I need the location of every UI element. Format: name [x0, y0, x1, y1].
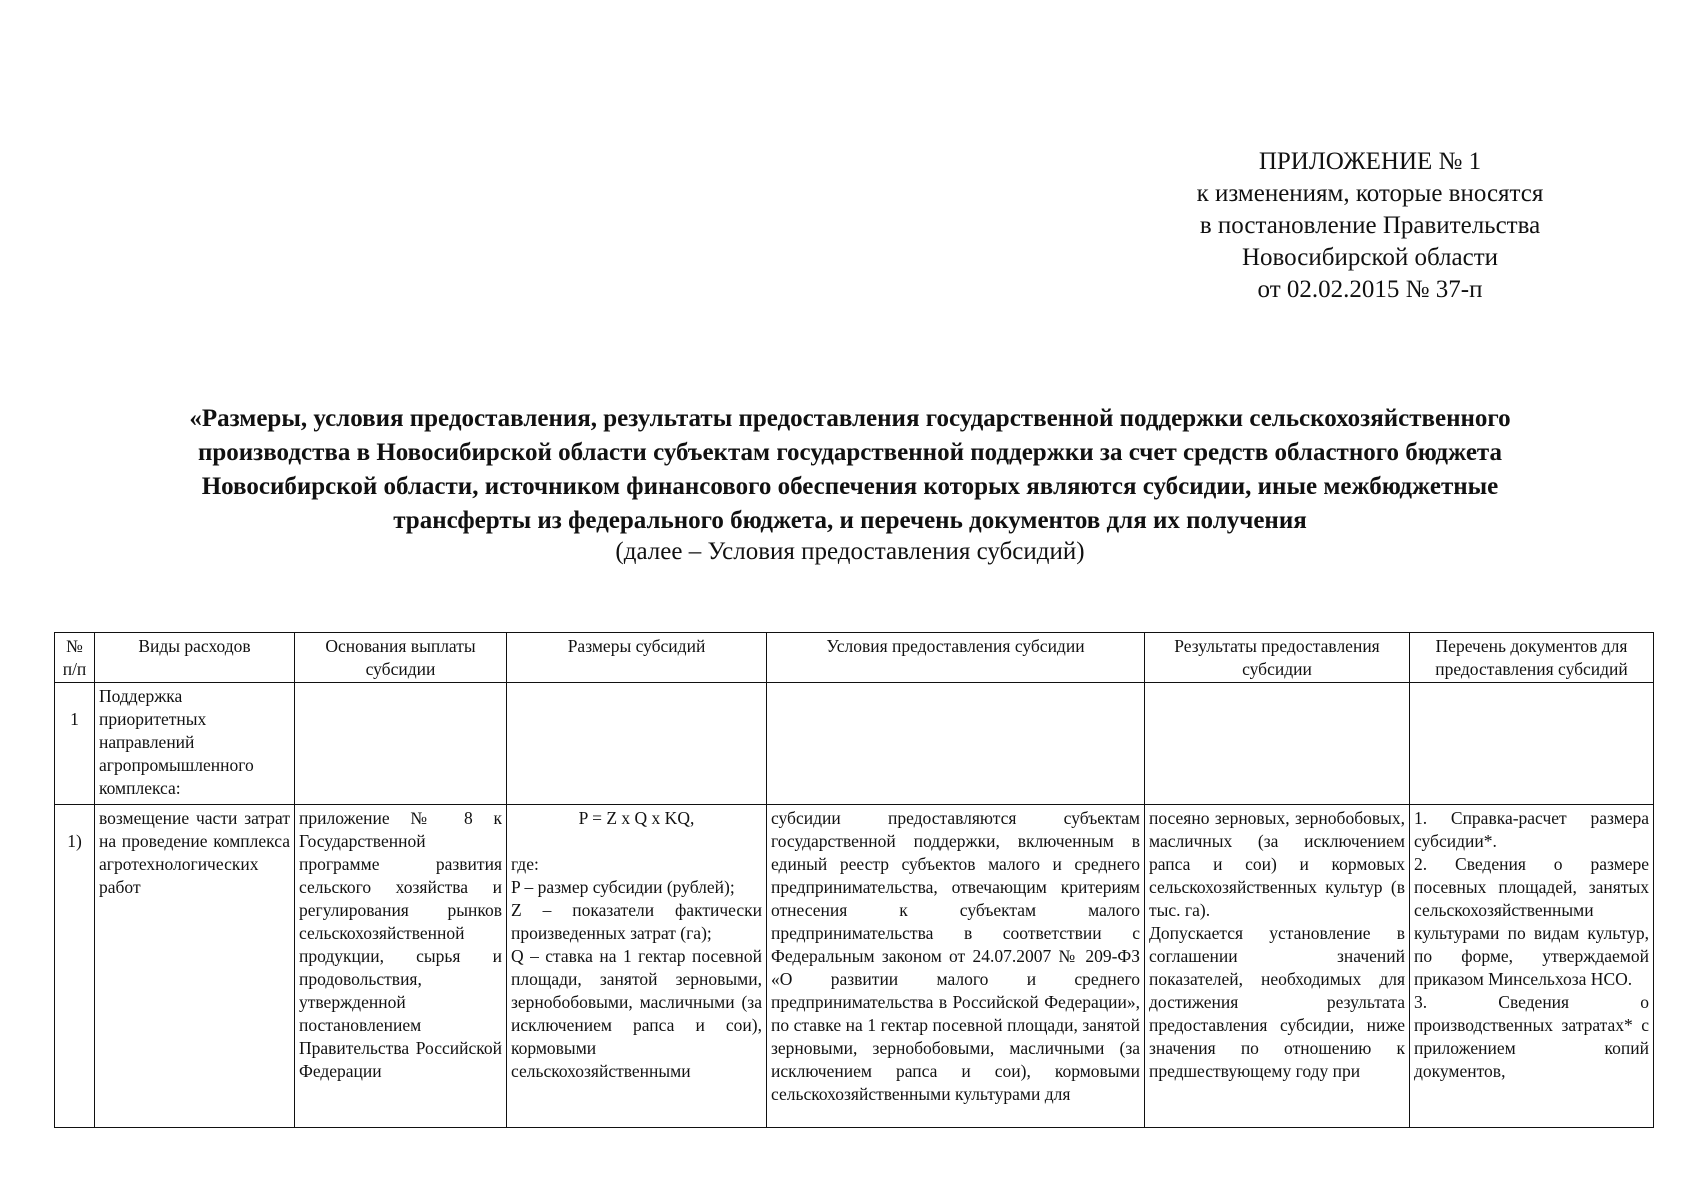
- documents-cell: [1410, 805, 1654, 1128]
- table-row: [55, 805, 1654, 1128]
- empty-cell: [295, 683, 507, 805]
- size-formula: P = Z x Q x KQ,: [578, 808, 695, 828]
- row-number: 1): [55, 805, 95, 1128]
- basis-cell: приложение № 8 к Государственной программе развития сельского хозяйства и регулирования рынков сельскохозяйственной продукции, сырья и продовольствия, утвержденной постановлением Правительства Российской Федерации: [295, 805, 507, 1128]
- size-z: Z – показатели фактически произведенных затрат (га);: [511, 900, 762, 943]
- title-line: «Размеры, условия предоставления, результаты предоставления государственной поддержки сельскохозяйственного: [189, 405, 1511, 432]
- conditions-cell: субсидии предоставляются субъектам государственной поддержки, включенным в единый реестр субъектов малого и среднего предпринимательства, отвечающим критериям отнесения к субъектам малого предпринимательства в соответствии с Федеральным законом от 24.07.2007 № 209-ФЗ «О развитии малого и среднего предпринимательства в Российской Федерации», по ставке на 1 гектар посевной площади, занятой зерновыми, зернобобовыми, масличными (за исключением рапса и сои), кормовыми сельскохозяйственными культурами для: [767, 805, 1145, 1128]
- results-cell: [1145, 805, 1410, 1128]
- title-line: трансферты из федерального бюджета, и перечень документов для их получения: [393, 507, 1307, 534]
- header-expense-type: Виды расходов: [95, 633, 295, 683]
- appendix-block: [1150, 146, 1590, 306]
- size-cell: [507, 805, 767, 1128]
- appendix-line: Новосибирской области: [1241, 244, 1499, 271]
- header-basis: Основания выплаты субсидии: [295, 633, 507, 683]
- header-conditions: Условия предоставления субсидии: [767, 633, 1145, 683]
- size-p: P – размер субсидии (рублей);: [511, 877, 735, 897]
- document-subtitle: (далее – Условия предоставления субсидий): [615, 538, 1085, 565]
- appendix-line: ПРИЛОЖЕНИЕ № 1: [1258, 148, 1482, 175]
- row-number: 1: [55, 683, 95, 805]
- expense-type-cell: возмещение части затрат на проведение комплекса агротехнологических работ: [95, 805, 295, 1128]
- document-item: 3. Сведения о производственных затратах* с приложением копий документов,: [1414, 992, 1649, 1081]
- header-results: Результаты предоставления субсидии: [1145, 633, 1410, 683]
- appendix-line: в постановление Правительства: [1199, 212, 1541, 239]
- empty-cell: [1410, 683, 1654, 805]
- empty-cell: [507, 683, 767, 805]
- table-header-row: [55, 633, 1654, 683]
- section-title: Поддержка приоритетных направлений агропромышленного комплекса:: [95, 683, 295, 805]
- header-documents: Перечень документов для предоставления субсидий: [1410, 633, 1654, 683]
- results-text: Допускается установление в соглашении значений показателей, необходимых для достижения результата предоставления субсидии, ниже значения по отношению к предшествующему году при: [1149, 923, 1405, 1081]
- table-row: [55, 683, 1654, 805]
- document-title: [70, 402, 1630, 538]
- results-text: посеяно зерновых, зернобобовых, масличных (за исключением рапса и сои) и кормовых сельскохозяйственных культур (в тыс. га).: [1149, 808, 1405, 920]
- empty-cell: [767, 683, 1145, 805]
- header-number: № п/п: [55, 633, 95, 683]
- size-where: где:: [511, 854, 539, 874]
- appendix-line: от 02.02.2015 № 37-п: [1257, 276, 1483, 303]
- title-line: производства в Новосибирской области субъектам государственной поддержки за счет средств областного бюджета: [197, 439, 1503, 466]
- appendix-line: к изменениям, которые вносятся: [1196, 180, 1544, 207]
- document-item: 1. Справка-расчет размера субсидии*.: [1414, 808, 1649, 851]
- size-q: Q – ставка на 1 гектар посевной площади, занятой зерновыми, зернобобовыми, масличными (за исключением рапса и сои), кормовыми сельскохозяйственными: [511, 946, 762, 1081]
- header-size: Размеры субсидий: [507, 633, 767, 683]
- empty-cell: [1145, 683, 1410, 805]
- document-item: 2. Сведения о размере посевных площадей, занятых сельскохозяйственными культурами по видам культур, по форме, утверждаемой приказом Минсельхоза НСО.: [1414, 854, 1649, 989]
- subsidy-table: [54, 632, 1654, 1128]
- title-line: Новосибирской области, источником финансового обеспечения которых являются субсидии, иные межбюджетные: [201, 473, 1499, 500]
